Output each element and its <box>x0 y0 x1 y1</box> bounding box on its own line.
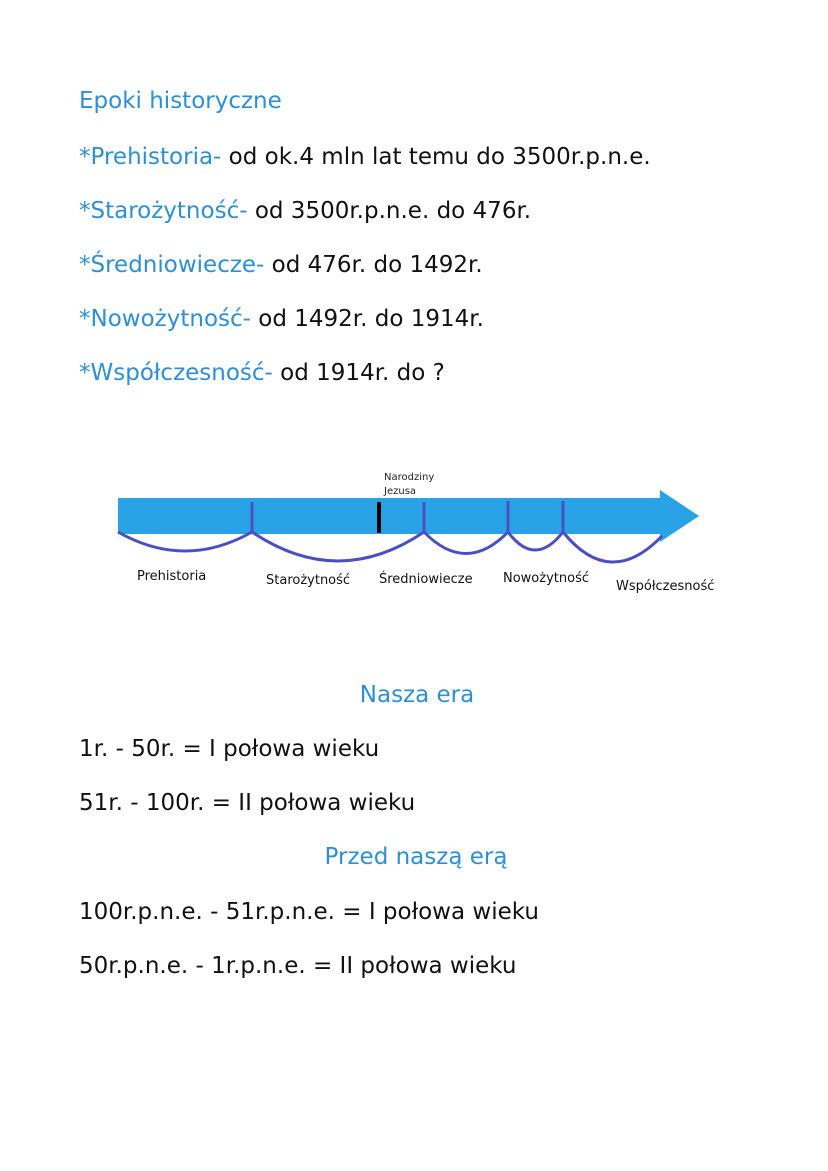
timeline-label: Współczesność <box>616 579 715 594</box>
marker-label: Jezusa <box>384 486 417 497</box>
epoch-name: *Współczesność- <box>79 360 273 386</box>
epoch-range: od ok.4 mln lat temu do 3500r.p.n.e. <box>221 144 651 170</box>
epoch-range: od 1914r. do ? <box>272 360 445 386</box>
timeline-label: Średniowiecze <box>379 572 473 587</box>
timeline-label: Nowożytność <box>503 571 589 586</box>
century-half-line: 1r. - 50r. = I połowa wieku <box>79 736 380 762</box>
epoch-name: *Nowożytność- <box>79 306 251 332</box>
epoch-arc <box>118 532 252 551</box>
epoch-arc <box>508 532 563 550</box>
epoch-arc <box>252 532 424 561</box>
epoch-name: *Starożytność- <box>79 198 248 224</box>
epoch-range: od 476r. do 1492r. <box>264 252 483 278</box>
epoch-range: od 1492r. do 1914r. <box>250 306 484 332</box>
section-heading: Nasza era <box>359 682 475 708</box>
timeline-label: Starożytność <box>266 573 351 588</box>
timeline-arrow <box>118 490 699 542</box>
marker-label: Narodziny <box>384 472 435 483</box>
page-title: Epoki historyczne <box>79 88 282 114</box>
timeline-label: Prehistoria <box>137 569 207 584</box>
century-half-line: 100r.p.n.e. - 51r.p.n.e. = I połowa wieku <box>79 899 539 925</box>
epoch-arc <box>424 532 508 554</box>
epoch-arc <box>563 532 662 562</box>
epoch-range: od 3500r.p.n.e. do 476r. <box>247 198 532 224</box>
section-heading: Przed naszą erą <box>324 844 508 870</box>
epoch-name: *Średniowiecze- <box>79 252 265 278</box>
century-half-line: 51r. - 100r. = II połowa wieku <box>79 790 416 816</box>
century-half-line: 50r.p.n.e. - 1r.p.n.e. = II połowa wieku <box>79 953 517 979</box>
epoch-name: *Prehistoria- <box>79 144 222 170</box>
